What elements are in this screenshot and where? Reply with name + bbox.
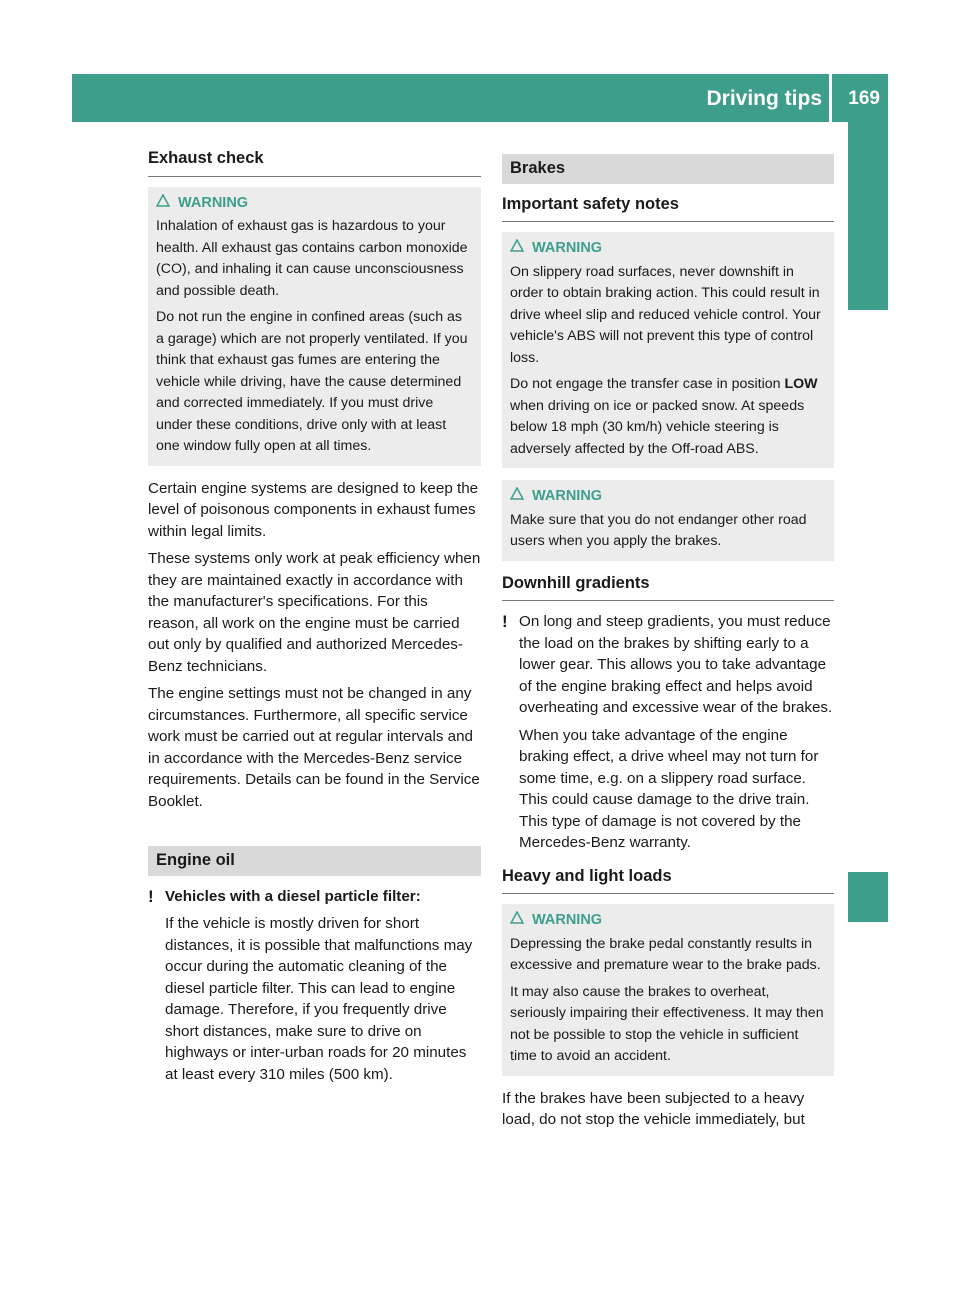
header-title: Driving tips: [706, 87, 822, 110]
exclamation-icon: !: [148, 886, 154, 906]
page-header-bar: [72, 74, 888, 122]
note-title: Vehicles with a diesel particle filter:: [165, 887, 421, 905]
warning-triangle-icon: [510, 910, 524, 932]
body-paragraph: These systems only work at peak efficiency when they are maintained exactly in accordance with the manufacturer's specifications. For this reason, all work on the engine must be carried out only by qualified and authorized Mercedes-Benz technicians.: [148, 550, 481, 675]
warning-text: Depressing the brake pedal constantly results in excessive and premature wear to the brake pads.: [510, 935, 821, 973]
warning-label: WARNING: [178, 194, 249, 211]
warning-text: Inhalation of exhaust gas is hazardous to your health. All exhaust gas contains carbon monoxide (CO), and inhaling it can cause unconsciousness and possible death.: [156, 218, 468, 299]
body-paragraph: If the brakes have been subjected to a heavy load, do not stop the vehicle immediately, but: [502, 1089, 805, 1128]
warning-text: Do not engage the transfer case in position LOW when driving on ice or packed snow. At speeds below 18 mph (30 km/h) vehicle steering is adversely affected by the Off-road ABS.: [510, 376, 818, 457]
body-paragraph: Certain engine systems are designed to keep the level of poisonous components in exhaust fumes within legal limits.: [148, 479, 479, 540]
side-marker: [848, 872, 888, 922]
note-text: When you take advantage of the engine braking effect, a drive wheel may not turn for some time, e.g. on a slippery road surface. This could cause damage to the drive train. This type of damage is not covered by the Mercedes-Benz warranty.: [519, 726, 819, 851]
warning-text: It may also cause the brakes to overheat, seriously impairing their effectiveness. It may then not be possible to stop the vehicle in sufficient time to avoid an accident.: [510, 983, 824, 1064]
chapter-side-label: Driving and parking: [858, 122, 880, 310]
right-column: [502, 154, 834, 1137]
left-column: [148, 148, 481, 1097]
note-text: If the vehicle is mostly driven for short distances, it is possible that malfunctions may occur during the automatic cleaning of the diesel particle filter. This can lead to engine damage. Therefore, if you frequently drive short distances, make sure to drive on highways or inter-urban roads for 20 minutes at least every 310 miles (500 km).: [165, 915, 473, 1083]
warning-text: Do not run the engine in confined areas (such as a garage) which are not properly ventilated. If you think that exhaust gas fumes are entering the vehicle while driving, have the cause determined and corrected immediately. If you must drive under these conditions, drive only with at least one window fully open at all times.: [156, 309, 468, 454]
warning-box: [148, 187, 481, 466]
warning-text: On slippery road surfaces, never downshift in order to obtain braking action. This could result in drive wheel slip and reduced vehicle control. Your vehicle's ABS will not prevent this type of control loss.: [510, 263, 821, 366]
warning-triangle-icon: [510, 238, 524, 260]
header-separator: [829, 74, 832, 122]
warning-header: [510, 910, 826, 932]
downhill-gradients-heading: Downhill gradients: [502, 573, 834, 602]
warning-header: [510, 486, 826, 508]
page-number: 169: [848, 88, 880, 109]
warning-label: WARNING: [532, 488, 603, 504]
warning-label: WARNING: [532, 240, 603, 256]
brakes-section-title: Brakes: [502, 154, 834, 184]
body-paragraph: The engine settings must not be changed in any circumstances. Furthermore, all specific service work must be carried out at regular intervals and in accordance with the Mercedes-Benz service requirements. Details can be found in the Service Booklet.: [148, 685, 480, 810]
loads-heading: Heavy and light loads: [502, 866, 834, 895]
warning-triangle-icon: [510, 486, 524, 508]
exclamation-icon: !: [502, 612, 508, 631]
caution-note: [148, 886, 481, 1092]
warning-box: [502, 232, 834, 468]
warning-box: [502, 904, 834, 1076]
warning-triangle-icon: [156, 193, 170, 215]
note-text: On long and steep gradients, you must reduce the load on the brakes by shifting early to a lower gear. This allows you to take advantage of the engine braking effect and helps avoid overheating and excessive wear of the brakes.: [519, 613, 833, 716]
warning-box: [502, 480, 834, 561]
exhaust-check-heading: Exhaust check: [148, 148, 481, 177]
engine-oil-section-title: Engine oil: [148, 846, 481, 876]
warning-header: [510, 238, 826, 260]
warning-text: Make sure that you do not endanger other road users when you apply the brakes.: [510, 511, 807, 549]
caution-note: [502, 611, 834, 860]
warning-label: WARNING: [532, 912, 603, 928]
safety-notes-heading: Important safety notes: [502, 194, 834, 223]
warning-header: [156, 193, 473, 215]
